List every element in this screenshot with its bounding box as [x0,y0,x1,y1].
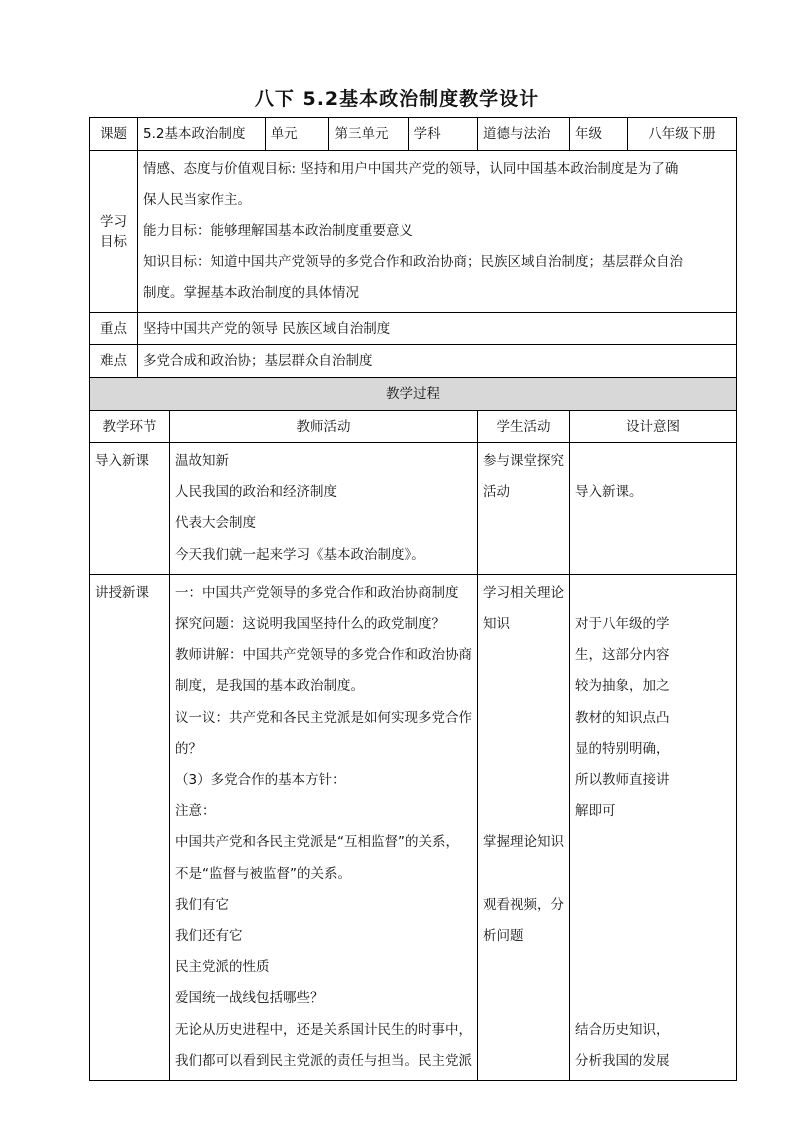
teacher-line: 中国共产党和各民主党派是“互相监督”的关系， [175,834,459,851]
stage-cell [90,443,170,575]
label-unit: 单元 [265,118,329,151]
teacher-line: 教师讲解：中国共产党领导的多党合作和政治协商 [175,647,472,664]
student-activity-cell [478,574,570,1080]
intent-cell [570,574,737,1080]
key-points-row [90,313,737,345]
objectives-label-line1: 学习 [100,213,127,230]
subject-value: 道德与法治 [478,118,570,151]
objective-line: 知识目标：知道中国共产党领导的多党合作和政治协商；民族区域自治制度；基层群众自治 [143,254,683,270]
intent-line: 分析我国的发展 [575,1052,670,1069]
teacher-activity-cell [170,574,478,1080]
teacher-line: 无论从历史进程中，还是关系国计民生的时事中， [175,1021,472,1038]
objectives-row [90,151,737,313]
teacher-line: 的？ [175,740,202,757]
page-title: 八下 5.2基本政治制度教学设计 [254,88,540,110]
intent-line: 对于八年级的学 [575,616,670,632]
intent-line: 显的特别明确， [575,740,670,757]
key-points-label: 重点 [90,313,138,345]
column-student: 学生活动 [478,411,570,443]
teacher-line: 不是“监督与被监督”的关系。 [175,865,351,882]
difficulties-label: 难点 [90,345,138,378]
column-teacher: 教师活动 [170,411,478,443]
process-row-teaching [90,574,737,1080]
difficulties-text: 多党合成和政治协；基层群众自治制度 [138,345,737,378]
objectives-label [90,151,138,313]
process-heading-row [90,378,737,411]
teacher-line: 民主党派的性质 [175,959,270,976]
stage-cell [90,574,170,1080]
teacher-line: 我们有它 [175,896,229,913]
process-row-intro [90,443,737,575]
teacher-line: 温故知新 [175,453,229,469]
unit-value: 第三单元 [329,118,408,151]
intent-cell [570,443,737,575]
label-subject: 学科 [408,118,477,151]
intent-line: 生，这部分内容 [575,647,670,664]
process-heading: 教学过程 [90,378,737,411]
stage-label: 导入新课 [95,453,149,469]
objective-line: 能力目标：能够理解国基本政治制度重要意义 [143,223,413,239]
teacher-line: 注意： [175,803,216,820]
teacher-line: 制度，是我国的基本政治制度。 [175,678,364,695]
intent-line: 较为抽象，加之 [575,678,670,695]
objective-line: 情感、态度与价值观目标: 坚持和用户中国共产党的领导，认同中国基本政治制度是为了确 [143,161,679,177]
teacher-line: 人民我国的政治和经济制度 [175,484,337,501]
objective-line: 保人民当家作主。 [143,192,251,208]
objectives-content [138,151,737,313]
column-stage: 教学环节 [90,411,170,443]
process-columns-row [90,411,737,443]
student-line: 掌握理论知识 [483,834,564,851]
lesson-plan-table [89,117,737,1081]
label-grade: 年级 [570,118,628,151]
stage-label: 讲授新课 [95,584,149,601]
student-line: 学习相关理论 [483,584,564,601]
header-row [90,118,737,151]
teacher-activity-cell [170,443,478,575]
key-points-text: 坚持中国共产党的领导 民族区域自治制度 [138,313,737,345]
teacher-line: 爱国统一战线包括哪些？ [175,990,324,1007]
grade-value: 八年级下册 [628,118,737,151]
objective-line: 制度。掌握基本政治制度的具体情况 [143,285,359,301]
intent-line: 结合历史知识， [575,1021,670,1038]
intent-line: 所以教师直接讲 [575,772,670,789]
teacher-line: 代表大会制度 [175,515,256,532]
teacher-line: 探究问题：这说明我国坚持什么的政党制度？ [175,616,445,633]
student-line: 析问题 [483,927,524,944]
teacher-line: 我们都可以看到民主党派的责任与担当。民主党派 [175,1052,472,1069]
topic-value: 5.2基本政治制度 [138,118,266,151]
column-intent: 设计意图 [570,411,737,443]
teacher-line: 我们还有它 [175,928,243,945]
teacher-line: 议一议：共产党和各民主党派是如何实现多党合作 [175,709,472,726]
label-topic: 课题 [90,118,138,151]
teacher-line: 一：中国共产党领导的多党合作和政治协商制度 [175,584,459,601]
student-activity-cell [478,443,570,575]
objectives-label-line2: 目标 [100,233,127,250]
student-line: 观看视频，分 [483,896,564,913]
student-line: 知识 [483,616,510,633]
intent-line: 教材的知识点凸 [575,709,670,726]
difficulties-row [90,345,737,378]
teacher-line: （3）多党合作的基本方针： [175,772,346,789]
intent-line: 导入新课。 [575,484,643,501]
intent-line: 解即可 [575,803,616,820]
student-line: 参与课堂探究 [483,453,564,469]
teacher-line: 今天我们就一起来学习《基本政治制度》。 [175,546,425,563]
student-line: 活动 [483,484,510,501]
